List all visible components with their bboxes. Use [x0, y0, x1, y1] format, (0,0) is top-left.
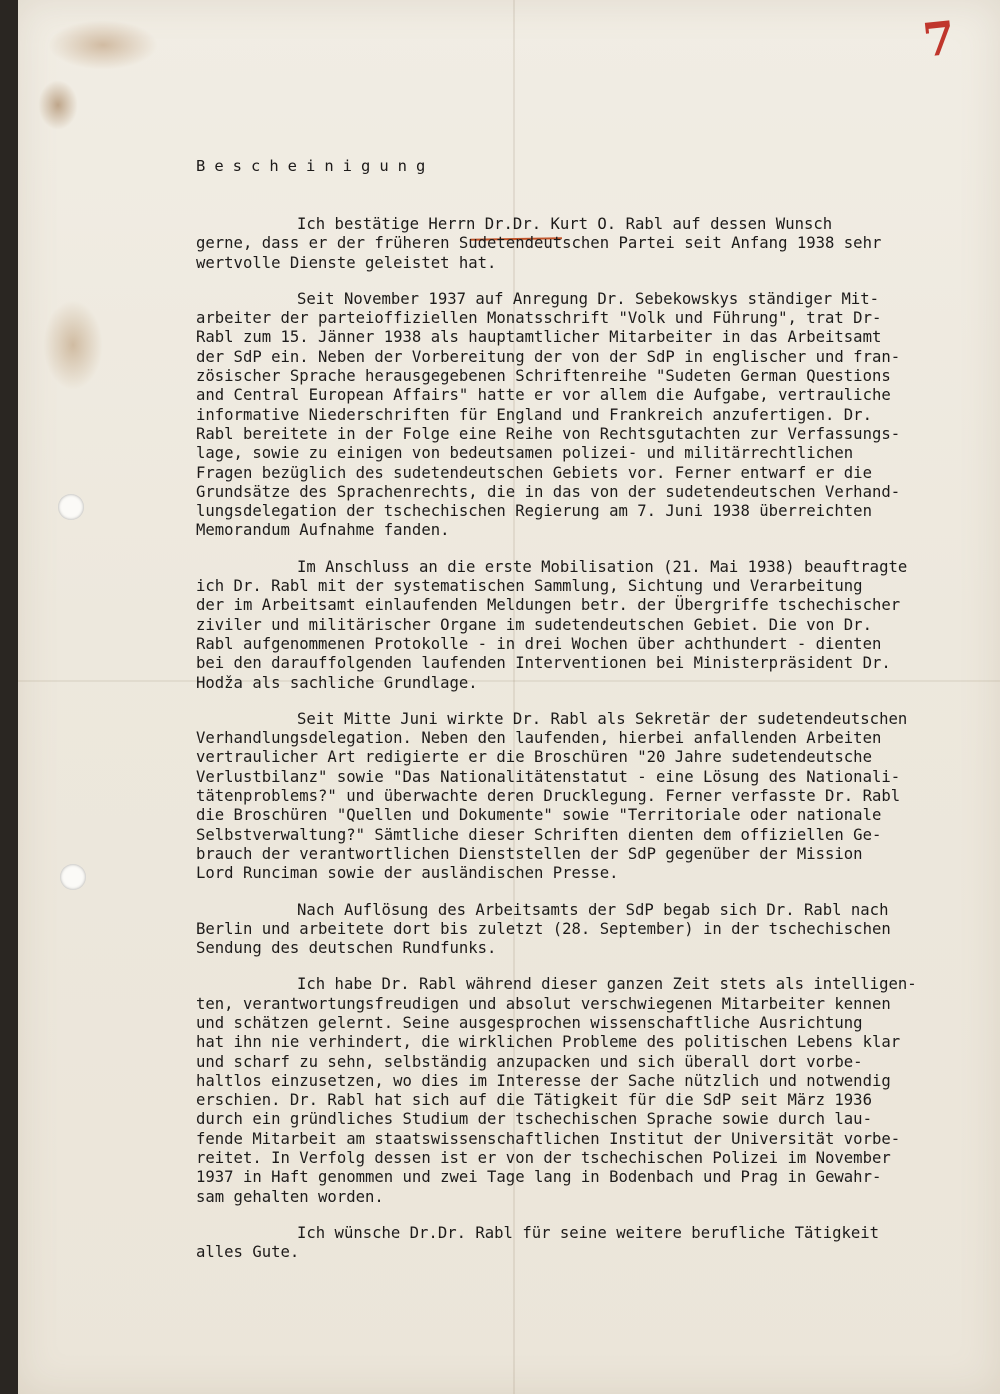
text-line: Fragen bezüglich des sudetendeutschen Gebiets vor. Ferner entwarf er die	[196, 463, 872, 482]
text-line: Verlustbilanz" sowie "Das Nationalitätenstatut - eine Lösung des Nationali-	[196, 767, 901, 786]
text-line: Grundsätze des Sprachenrechts, die in das von der sudetendeutschen Verhand-	[196, 482, 901, 501]
paragraph	[196, 290, 981, 541]
text-line: Ich wünsche Dr.Dr. Rabl für seine weitere berufliche Tätigkeit	[297, 1223, 880, 1242]
text-line: und schätzen gelernt. Seine ausgesprochen wissenschaftliche Ausrichtung	[196, 1013, 863, 1032]
text-line: der SdP ein. Neben der Vorbereitung der von der SdP in englischer und fran-	[196, 347, 901, 366]
rust-stain-left	[38, 80, 78, 130]
paragraph	[196, 558, 981, 693]
paragraph	[196, 975, 981, 1207]
paragraph	[196, 901, 981, 959]
text-line: bei den darauffolgenden laufenden Interventionen bei Ministerpräsident Dr.	[196, 654, 891, 673]
text-line: gerne, dass er der früheren Sudetendeutschen Partei seit Anfang 1938 sehr	[196, 234, 882, 253]
text-line: Berlin und arbeitete dort bis zuletzt (28. September) in der tschechischen	[196, 919, 891, 938]
text-line: Ich habe Dr. Rabl während dieser ganzen Zeit stets als intelligen-	[297, 975, 917, 994]
text-line: Seit Mitte Juni wirkte Dr. Rabl als Sekretär der sudetendeutschen	[297, 709, 908, 728]
paragraph	[196, 215, 981, 273]
rust-stain-middle	[43, 300, 103, 390]
text-line: Rabl zum 15. Jänner 1938 als hauptamtlicher Mitarbeiter in das Arbeitsamt	[196, 328, 882, 347]
text-line: vertraulicher Art redigierte er die Broschüren "20 Jahre sudetendeutsche	[196, 748, 872, 767]
text-line: ich Dr. Rabl mit der systematischen Sammlung, Sichtung und Verarbeitung	[196, 577, 863, 596]
text-line: tätenproblems?" und überwachte deren Drucklegung. Ferner verfasste Dr. Rabl	[196, 787, 901, 806]
text-line: Selbstverwaltung?" Sämtliche dieser Schriften dienten dem offiziellen Ge-	[196, 825, 882, 844]
text-line: haltlos einzusetzen, wo dies im Interesse der Sache nützlich und notwendig	[196, 1071, 891, 1090]
rust-stain-top	[48, 20, 158, 70]
text-line: Nach Auflösung des Arbeitsamts der SdP begab sich Dr. Rabl nach	[297, 900, 889, 919]
text-line: Sendung des deutschen Rundfunks.	[196, 939, 497, 958]
text-line: alles Gute.	[196, 1243, 300, 1262]
text-line: Verhandlungsdelegation. Neben den laufenden, hierbei anfallenden Arbeiten	[196, 729, 882, 748]
text-line: lungsdelegation der tschechischen Regierung am 7. Juni 1938 überreichten	[196, 502, 872, 521]
text-line: die Broschüren "Quellen und Dokumente" sowie "Territoriale oder nationale	[196, 806, 882, 825]
punch-hole-upper	[58, 494, 84, 520]
text-line: Rabl aufgenommenen Protokolle - in drei Wochen über achthundert - dienten	[196, 634, 882, 653]
punch-hole-lower	[60, 864, 86, 890]
paragraph	[196, 1224, 981, 1263]
text-line: durch ein gründliches Studium der tschechischen Sprache sowie durch lau-	[196, 1110, 872, 1129]
text-line: brauch der verantwortlichen Dienststellen der SdP gegenüber der Mission	[196, 844, 863, 863]
text-line: der im Arbeitsamt einlaufenden Meldungen betr. der Übergriffe tschechischer	[196, 596, 901, 615]
text-line: ziviler und militärischer Organe im sudetendeutschen Gebiet. Die von Dr.	[196, 615, 872, 634]
handwritten-page-number: 7	[920, 10, 958, 68]
text-line: reitet. In Verfolg dessen ist er von der tschechischen Polizei im November	[196, 1149, 891, 1168]
text-line: Rabl bereitete in der Folge eine Reihe von Rechtsgutachten zur Verfassungs-	[196, 424, 901, 443]
text-line: and Central European Affairs" hatte er vor allem die Aufgabe, vertrauliche	[196, 386, 891, 405]
text-line: Im Anschluss an die erste Mobilisation (21. Mai 1938) beauftragte	[297, 557, 908, 576]
text-line: wertvolle Dienste geleistet hat.	[196, 253, 497, 272]
text-line: informative Niederschriften für England und Frankreich anzufertigen. Dr.	[196, 405, 872, 424]
paragraph	[196, 710, 981, 884]
text-line: zösischer Sprache herausgegebenen Schriftenreihe "Sudeten German Questions	[196, 367, 891, 386]
text-line: 1937 in Haft genommen und zwei Tage lang in Bodenbach und Prag in Gewahr-	[196, 1168, 882, 1187]
text-line: Seit November 1937 auf Anregung Dr. Sebekowskys ständiger Mit-	[297, 289, 880, 308]
text-line: fende Mitarbeit am staatswissenschaftlichen Institut der Universität vorbe-	[196, 1129, 901, 1148]
text-line: sam gehalten worden.	[196, 1187, 384, 1206]
text-line: ten, verantwortungsfreudigen und absolut verschwiegenen Mitarbeiter kennen	[196, 994, 891, 1013]
text-line: und scharf zu sehn, selbständig anzupacken und sich überall dort vorbe-	[196, 1052, 863, 1071]
text-line: Hodža als sachliche Grundlage.	[196, 673, 478, 692]
text-line: Lord Runciman sowie der ausländischen Presse.	[196, 864, 619, 883]
document-title: Bescheinigung	[196, 157, 435, 175]
text-line: hat ihn nie verhindert, die wirklichen Probleme des politischen Lebens klar	[196, 1033, 901, 1052]
document-body	[196, 215, 981, 1280]
text-line: Memorandum Aufnahme fanden.	[196, 521, 450, 540]
text-line: arbeiter der parteioffiziellen Monatsschrift "Volk und Führung", trat Dr-	[196, 309, 882, 328]
text-line: Ich bestätige Herrn Dr.Dr. Kurt O. Rabl auf dessen Wunsch	[297, 215, 833, 233]
text-line: erschien. Dr. Rabl hat sich auf die Tätigkeit für die SdP seit März 1936	[196, 1091, 872, 1110]
text-line: lage, sowie zu einigen von bedeutsamen polizei- und militärrechtlichen	[196, 444, 854, 463]
